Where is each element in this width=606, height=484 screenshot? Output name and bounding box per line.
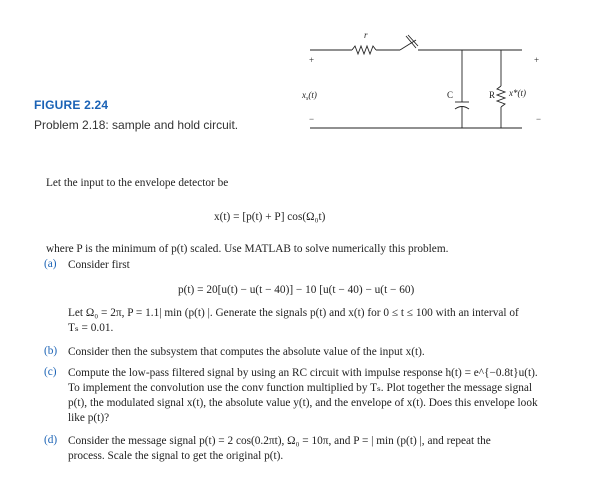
main-equation: x(t) = [p(t) + P] cos(Ω₀t)	[214, 211, 326, 223]
figure-label: FIGURE 2.24	[34, 98, 109, 112]
part-c-label: (c)	[44, 366, 57, 378]
part-c-line3: p(t), the modulated signal x(t), the absolute value y(t), and the envelope of x(t). Does this envelope look	[68, 397, 538, 409]
resistor-R	[497, 86, 505, 107]
resistor-r-label: r	[364, 30, 368, 40]
part-b-line1: Consider then the subsystem that computes the absolute value of the input x(t).	[68, 346, 425, 358]
part-d-line2: process. Scale the signal to get the original p(t).	[68, 450, 284, 462]
plus-left: +	[309, 55, 315, 65]
part-a-label: (a)	[44, 258, 57, 270]
part-c-line2: To implement the convolution use the conv function multiplied by Tₛ. Plot together the message signal	[68, 382, 533, 394]
part-a-equation: p(t) = 20[u(t) − u(t − 40)] − 10 [u(t − 40) − u(t − 60)	[178, 284, 415, 296]
resistor-R-label: R	[489, 90, 496, 100]
part-a-line1: Let Ω₀ = 2π, P = 1.1| min (p(t) |. Generate the signals p(t) and x(t) for 0 ≤ t ≤ 100 with an interval of	[68, 307, 519, 319]
capacitor-label: C	[447, 90, 454, 100]
part-c-line4: like p(t)?	[68, 412, 110, 424]
minus-left: −	[309, 114, 315, 124]
figure-caption	[34, 98, 238, 132]
intro-text: Let the input to the envelope detector be	[46, 177, 229, 189]
output-label: x*(t)	[509, 88, 526, 98]
sample-and-hold-circuit-diagram	[290, 16, 570, 146]
part-a-line2: Tₛ = 0.01.	[68, 322, 114, 334]
where-line: where P is the minimum of p(t) scaled. Use MATLAB to solve numerically this problem.	[46, 243, 449, 255]
plus-right: +	[534, 55, 540, 65]
resistor-r	[352, 46, 376, 54]
figure-description: Problem 2.18: sample and hold circuit.	[34, 118, 239, 132]
part-d-label: (d)	[44, 434, 58, 446]
minus-right: −	[536, 114, 542, 124]
part-c-line1: Compute the low-pass filtered signal by using an RC circuit with impulse response h(t) = e^{−0.8t}u(t).	[68, 367, 538, 379]
part-b-label: (b)	[44, 345, 58, 357]
input-label: $x_s(t)$	[302, 90, 317, 102]
part-a-intro: Consider first	[68, 259, 130, 271]
part-d-line1: Consider the message signal p(t) = 2 cos(0.2πt), Ω₀ = 10π, and P = | min (p(t) |, and repeat the	[68, 435, 491, 447]
